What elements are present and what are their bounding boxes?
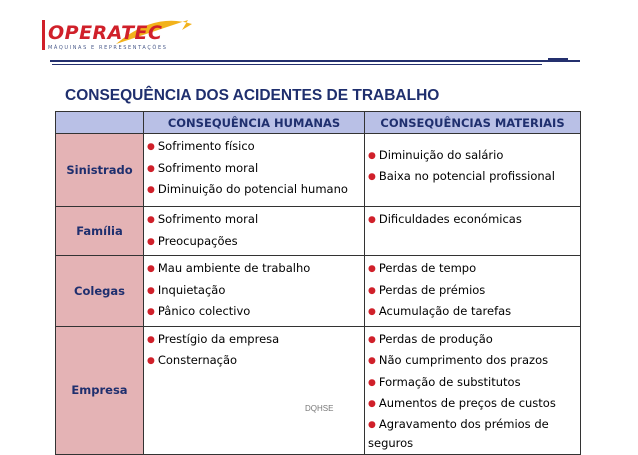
list-item	[368, 146, 576, 168]
list-item	[368, 373, 576, 395]
table-header-row	[56, 112, 581, 134]
list-item	[147, 180, 360, 202]
bullet-icon: ●	[368, 334, 376, 345]
bullet-icon: ●	[147, 334, 155, 345]
list-item	[368, 259, 576, 281]
list-item-text: Diminuição do salário	[378, 148, 504, 162]
list-item-text: Perdas de prémios	[378, 282, 486, 297]
company-logo	[42, 18, 192, 54]
bullet-icon: ●	[368, 215, 376, 225]
logo-wordmark: OPERATEC	[48, 22, 163, 44]
list-item-text: Sofrimento moral	[157, 212, 259, 226]
bullet-icon: ●	[368, 307, 376, 317]
bullet-icon: ●	[147, 264, 155, 274]
list-item	[147, 232, 360, 254]
list-item-text: Sofrimento moral	[157, 160, 259, 175]
cell-humanas	[144, 326, 365, 454]
bullet-icon: ●	[147, 356, 155, 366]
consequences-table	[55, 111, 581, 455]
list-item	[368, 351, 576, 373]
bullet-icon: ●	[147, 142, 155, 152]
bullet-icon: ●	[368, 356, 376, 366]
row-label: Empresa	[56, 326, 144, 454]
list-item	[368, 281, 576, 303]
list-item	[147, 259, 360, 281]
logo-tagline: MÁQUINAS E REPRESENTAÇÕES	[48, 45, 168, 51]
bullet-icon: ●	[368, 399, 376, 409]
row-label: Sinistrado	[56, 134, 144, 207]
logo-bar	[42, 20, 45, 50]
list-item-text: Acumulação de tarefas	[378, 304, 512, 318]
list-item	[147, 302, 360, 324]
bullet-icon: ●	[368, 419, 376, 430]
bullet-icon: ●	[147, 285, 155, 296]
bullet-icon: ●	[368, 264, 376, 274]
list-item-text: Inquietação	[157, 282, 226, 297]
footer-label: DQHSE	[305, 404, 334, 413]
list-item	[147, 351, 360, 373]
bullet-icon: ●	[147, 215, 155, 225]
header-rule-thin	[52, 64, 542, 65]
row-label: Colegas	[56, 256, 144, 327]
list-item-text: Perdas de produção	[378, 331, 493, 346]
bullet-icon: ●	[368, 151, 376, 161]
list-item-text: Preocupações	[157, 233, 238, 248]
list-item	[147, 137, 360, 159]
list-item-text: Perdas de tempo	[378, 261, 477, 275]
list-item-text: Prestígio da empresa	[157, 331, 280, 346]
row-label: Família	[56, 207, 144, 256]
cell-materiais	[365, 326, 581, 454]
list-item	[368, 330, 576, 352]
cell-materiais	[365, 207, 581, 256]
cell-materiais	[365, 256, 581, 327]
list-item-text: Diminuição do potencial humano	[157, 182, 348, 196]
list-item	[147, 330, 360, 352]
list-item	[368, 168, 576, 187]
table-row	[56, 207, 581, 256]
bullet-icon: ●	[147, 236, 155, 247]
list-item	[368, 394, 576, 416]
header-rule-accent	[548, 58, 568, 60]
list-item	[368, 416, 576, 452]
list-item	[147, 210, 360, 232]
list-item	[147, 281, 360, 303]
list-item-text: Consternação	[157, 353, 238, 367]
cell-humanas	[144, 256, 365, 327]
table-row	[56, 326, 581, 454]
list-item-text: Mau ambiente de trabalho	[157, 261, 311, 275]
list-item-text: Formação de substitutos	[378, 374, 521, 389]
bullet-icon: ●	[147, 163, 155, 174]
page-title: CONSEQUÊNCIA DOS ACIDENTES DE TRABALHO	[65, 87, 440, 104]
header-humanas: CONSEQUÊNCIA HUMANAS	[144, 112, 365, 134]
table-row	[56, 256, 581, 327]
table-row	[56, 134, 581, 207]
list-item-text: Agravamento dos prémios de seguros	[368, 416, 549, 450]
list-item-text: Dificuldades económicas	[378, 212, 522, 226]
bullet-icon: ●	[368, 377, 376, 388]
list-item-text: Não cumprimento dos prazos	[378, 353, 549, 367]
list-item	[147, 159, 360, 181]
list-item	[368, 302, 576, 324]
bullet-icon: ●	[368, 171, 376, 182]
header-materiais: CONSEQUÊNCIAS MATERIAIS	[365, 112, 581, 134]
list-item-text: Sofrimento físico	[157, 139, 255, 153]
cell-humanas	[144, 134, 365, 207]
bullet-icon: ●	[147, 185, 155, 195]
list-item	[368, 210, 576, 232]
list-item-text: Baixa no potencial profissional	[378, 168, 555, 183]
cell-materiais	[365, 134, 581, 207]
header-rule	[50, 60, 580, 62]
bullet-icon: ●	[368, 285, 376, 296]
cell-humanas	[144, 207, 365, 256]
list-item-text: Pânico colectivo	[157, 304, 251, 318]
list-item-text: Aumentos de preços de custos	[378, 396, 556, 410]
header-blank	[56, 112, 144, 134]
bullet-icon: ●	[147, 307, 155, 317]
